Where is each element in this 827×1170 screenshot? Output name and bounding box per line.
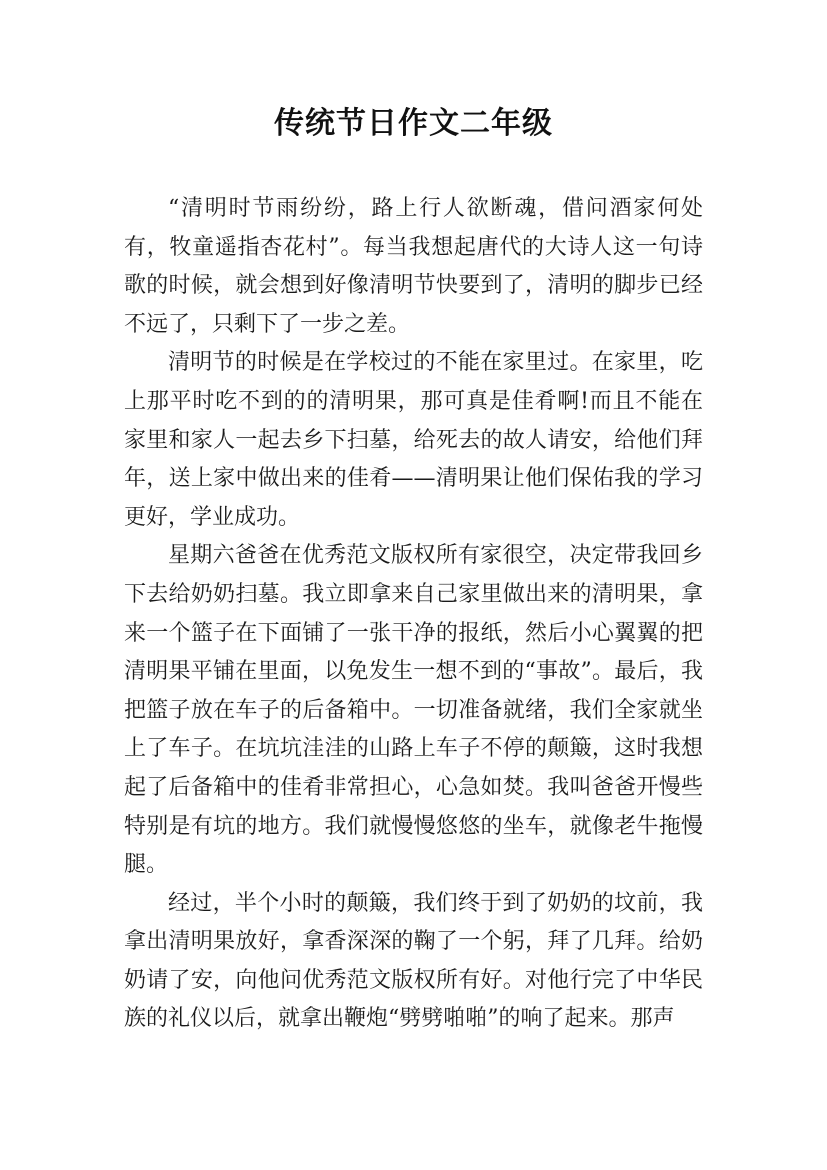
paragraph: “清明时节雨纷纷，路上行人欲断魂，借问酒家何处有，牧童遥指杏花村”。每当我想起唐代的大诗人这一句诗歌的时候，就会想到好像清明节快要到了，清明的脚步已经不远了，只剩下了一步之差。 [124,196,703,337]
document-title: 传统节日作文二年级 [274,106,553,141]
paragraph: 清明节的时候是在学校过的不能在家里过。在家里，吃上那平时吃不到的的清明果，那可真是佳肴啊!而且不能在家里和家人一起去乡下扫墓，给死去的故人请安，给他们拜年，送上家中做出来的佳肴——清明果让他们保佑我的学习更好，学业成功。 [124,350,703,530]
document-body [124,190,703,1039]
paragraph: 经过，半个小时的颠簸，我们终于到了奶奶的坟前，我拿出清明果放好，拿香深深的鞠了一个躬，拜了几拜。给奶奶请了安，向他问优秀范文版权所有好。对他行完了中华民族的礼仪以后，就拿出鞭炮“劈劈啪啪”的响了起来。那声 [124,890,703,1032]
paragraph: 星期六爸爸在优秀范文版权所有家很空，决定带我回乡下去给奶奶扫墓。我立即拿来自己家里做出来的清明果，拿来一个篮子在下面铺了一张干净的报纸，然后小心翼翼的把清明果平铺在里面，以免发生一想不到的“事故”。最后，我把篮子放在车子的后备箱中。一切准备就绪，我们全家就坐上了车子。在坑坑洼洼的山路上车子不停的颠簸，这时我想起了后备箱中的佳肴非常担心，心急如焚。我叫爸爸开慢些特别是有坑的地方。我们就慢慢悠悠的坐车，就像老牛拖慢腿。 [124,543,703,878]
